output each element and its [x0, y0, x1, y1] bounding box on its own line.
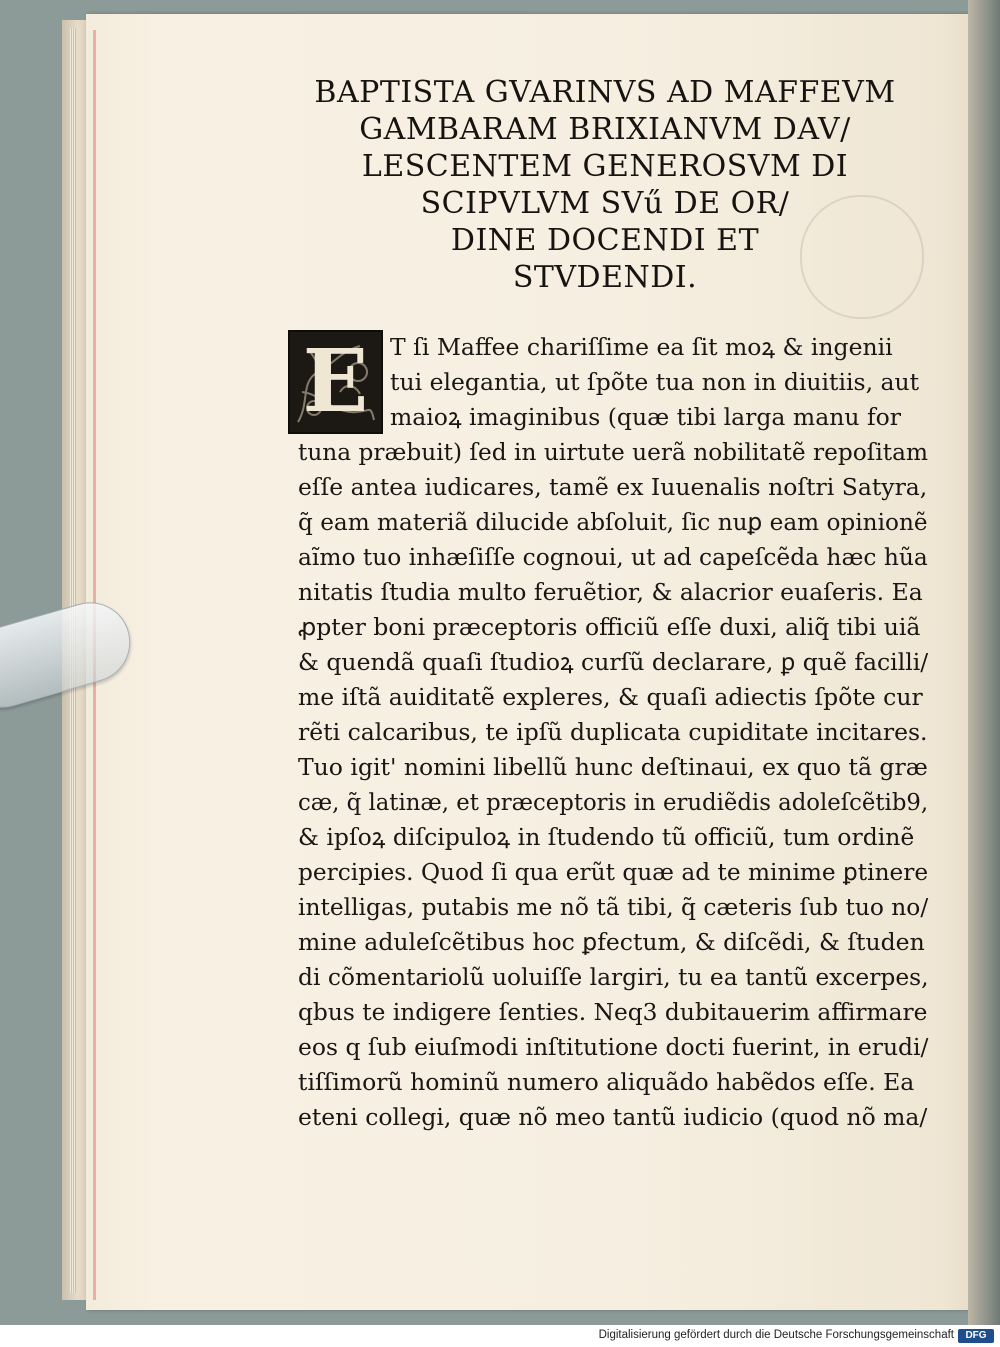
heading-line: STVDENDI.	[512, 260, 698, 295]
text-line: maioꝝ imaginibus (quæ tibi larga manu for	[390, 403, 902, 431]
text-line: Tuo igit' nomini libellũ hunc deſtinaui, ex quo tã græ	[298, 753, 928, 781]
footer-bar	[0, 1327, 1000, 1347]
heading-line: BAPTISTA GVARINVS AD MAFFEVM	[314, 75, 896, 110]
right-page-shadow	[968, 0, 1000, 1325]
text-line: qbus te indigere ſenties. Neq3 dubitauerim affirmare	[298, 998, 928, 1026]
funding-credit: Digitalisierung gefördert durch die Deutsche Forschungsgemeinschaft	[598, 1329, 954, 1341]
heading-line: SCIPVLVM SVű DE OR/	[420, 186, 790, 221]
text-line: di cõmentariolũ uoluiſſe largiri, tu ea tantũ excerpes,	[298, 963, 929, 991]
initial-letter: E	[302, 331, 369, 432]
text-line: & quendã quaſi ſtudioꝝ curſũ declarare, ꝑ quẽ facilli/	[298, 648, 929, 676]
text-line: tiſſimorũ hominũ numero aliquãdo habẽdos eſſe. Ea	[298, 1068, 915, 1096]
text-line: percipies. Quod ſi qua erũt quæ ad te minime ꝑtinere	[298, 858, 929, 886]
text-line: tui elegantia, ut ſpõte tua non in diuitiis, aut	[390, 368, 920, 396]
text-line: aĩmo tuo inhæſiſſe cognoui, ut ad capeſcẽda hæc hũa	[298, 543, 928, 571]
text-line: intelligas, putabis me nõ tã tibi, q̃ cæteris ſub tuo no/	[298, 893, 929, 921]
text-line: q̃ eam materiã dilucide abſoluit, ſic nuꝑ eam opinionẽ	[298, 508, 928, 536]
heading-line: DINE DOCENDI ET	[450, 223, 760, 258]
text-line: eos q ſub eiuſmodi inſtitutione docti fuerint, in erudi/	[298, 1033, 929, 1061]
text-line: ꝓpter boni præceptoris officiũ eſſe duxi, aliq̃ tibi uiã	[298, 613, 921, 641]
decorated-initial	[288, 330, 383, 434]
document-heading	[275, 74, 935, 296]
text-line: eteni collegi, quæ nõ meo tantũ iudicio (quod nõ ma/	[298, 1103, 928, 1131]
text-line: tuna præbuit) ſed in uirtute uerã nobilitatẽ repoſitam	[298, 438, 929, 466]
text-line: rẽti calcaribus, te ipſũ duplicata cupiditate incitares.	[298, 718, 928, 746]
text-line: T ſi Maffee chariſſime ea ſit moꝝ & ingenii	[390, 333, 893, 361]
heading-line: GAMBARAM BRIXIANVM DAV/	[359, 112, 851, 147]
dfg-logo[interactable]: DFG	[958, 1329, 994, 1343]
heading-line: LESCENTEM GENEROSVM DI	[361, 149, 849, 184]
text-line: me iſtã auiditatẽ expleres, & quaſi adiectis ſpõte cur	[298, 683, 923, 711]
text-line: eſſe antea iudicares, tamẽ ex Iuuenalis noſtri Satyra,	[298, 473, 928, 501]
text-line: nitatis ſtudia multo feruẽtior, & alacrior euaſeris. Ea	[298, 578, 923, 606]
text-line: cæ, q̃ latinæ, et præceptoris in erudiẽdis adoleſcẽtib9,	[298, 788, 929, 816]
text-line: & ipſoꝝ diſcipuloꝝ in ſtudendo tũ officiũ, tum ordinẽ	[298, 823, 915, 851]
text-line: mine aduleſcẽtibus hoc ꝑfectum, & diſcẽdi, & ſtuden	[298, 928, 925, 956]
